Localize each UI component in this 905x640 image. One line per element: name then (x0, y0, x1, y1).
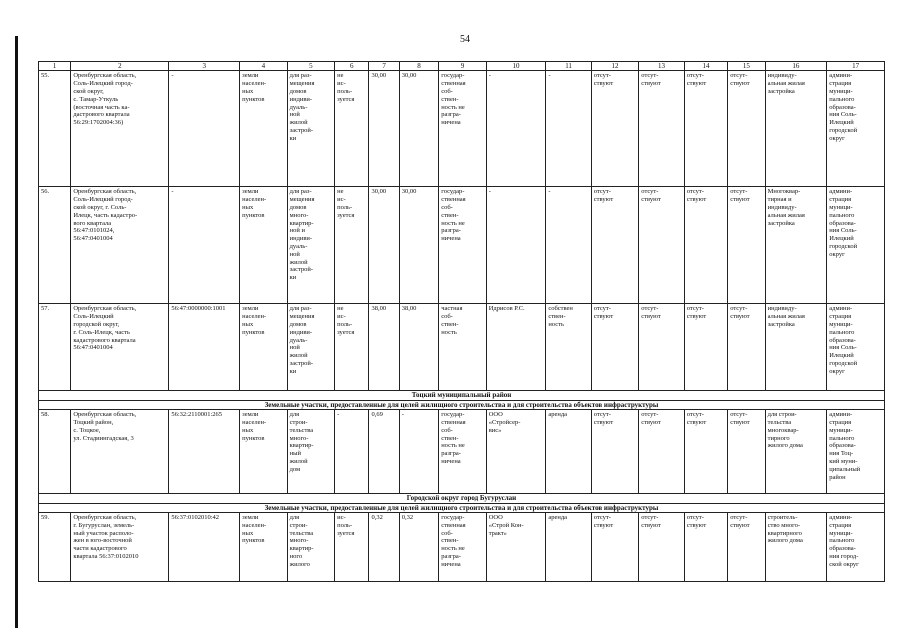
table-cell: Многоквар- тирная и индивиду- альная жилая застройка (765, 187, 827, 304)
table-cell: админи- страция муници- пального образова- ния город- ской округ (827, 512, 885, 581)
table-cell: индивиду- альная жилая застройка (765, 71, 827, 187)
row-number-cell: 55. (39, 71, 71, 187)
section-heading-row (39, 391, 885, 400)
row-number-cell: 58. (39, 410, 71, 494)
table-cell: земли населен- ных пунктов (240, 304, 288, 391)
table-cell: государ- ственная соб- ствен- ность не разгра- ничена (439, 187, 487, 304)
table-cell: 0,32 (369, 512, 399, 581)
table-cell: ООО «Строй Кон- тракт» (486, 512, 546, 581)
table-cell: отсут- ствуют (684, 410, 727, 494)
table-cell: отсут- ствуют (591, 304, 639, 391)
table-cell: не ис- поль- зуется (335, 304, 369, 391)
table-cell: - (546, 71, 591, 187)
table-cell: - (486, 71, 546, 187)
table-cell: 38,00 (369, 304, 399, 391)
table-cell: 56:47:0000000:1001 (169, 304, 240, 391)
table-cell: земли населен- ных пунктов (240, 410, 288, 494)
column-header: 4 (240, 62, 288, 71)
column-number-row (39, 62, 885, 71)
column-header: 17 (827, 62, 885, 71)
section-heading: Земельные участки, предоставленные для целей жилищного строительства и для строительства объектов инфраструктуры (39, 400, 885, 409)
table-cell: отсут- ствуют (639, 304, 684, 391)
table-cell: строитель- ство много- квартирного жилого дома (765, 512, 827, 581)
table-cell: 30,00 (369, 187, 399, 304)
table-cell: Оренбургская область, Соль-Илецкий городской округ, г. Соль-Илецк, часть кадастрового квартала 56:47:0401004 (71, 304, 169, 391)
table-cell: государ- ственная соб- ствен- ность не разгра- ничена (439, 71, 487, 187)
table-cell: 56:37:0102010:42 (169, 512, 240, 581)
table-row (39, 410, 885, 494)
table-cell: частная соб- ствен- ность (439, 304, 487, 391)
table-cell: отсут- ствуют (728, 512, 765, 581)
table-cell: Оренбургская область, Соль-Илецкий город- ской округ, г. Соль- Илецк, часть кадастро- вого квартала 56:47:0101024, 56:47:0401004 (71, 187, 169, 304)
page-left-edge (15, 36, 18, 628)
table-cell: отсут- ствуют (684, 71, 727, 187)
table-cell: отсут- ствуют (639, 71, 684, 187)
page-number: 54 (460, 34, 470, 45)
table-cell: для раз- мещения домов много- квартир- ной и индиви- дуаль- ной жилой застрой- ки (287, 187, 335, 304)
table-cell: земли населен- ных пунктов (240, 71, 288, 187)
table-row (39, 512, 885, 581)
row-number-cell: 57. (39, 304, 71, 391)
table-cell: админи- страция муници- пального образова- ния Соль- Илецкий городской округ (827, 304, 885, 391)
table-cell: Оренбургская область, г. Бугуруслан, земель- ный участок располо- жен в юго-восточной части кадастрового квартала 56:37:0102010 (71, 512, 169, 581)
table-cell: отсут- ствуют (728, 71, 765, 187)
column-header: 6 (335, 62, 369, 71)
table-row (39, 187, 885, 304)
table-cell: земли населен- ных пунктов (240, 187, 288, 304)
column-header: 1 (39, 62, 71, 71)
table-cell: 30,00 (399, 71, 438, 187)
table-cell: индивиду- альная жилая застройка (765, 304, 827, 391)
table-cell: аренда (546, 512, 591, 581)
column-header: 7 (369, 62, 399, 71)
table-cell: Оренбургская область, Тоцкий район, с. Тоцкое, ул. Стадиингадская, 3 (71, 410, 169, 494)
table-cell: отсут- ствуют (728, 187, 765, 304)
column-header: 3 (169, 62, 240, 71)
table-cell: отсут- ствуют (591, 187, 639, 304)
table-cell: не ис- поль- зуется (335, 187, 369, 304)
table-cell: государ- ственная соб- ствен- ность не разгра- ничена (439, 512, 487, 581)
table-cell: 38,00 (399, 304, 438, 391)
table-cell: 0,32 (399, 512, 438, 581)
column-header: 9 (439, 62, 487, 71)
land-plots-table (38, 61, 885, 582)
column-header: 11 (546, 62, 591, 71)
table-cell: - (486, 187, 546, 304)
section-heading: Городской округ город Бугуруслан (39, 494, 885, 503)
table-cell: отсут- ствуют (639, 187, 684, 304)
table-cell: аренда (546, 410, 591, 494)
row-number-cell: 56. (39, 187, 71, 304)
table-cell: отсут- ствуют (728, 304, 765, 391)
column-header: 8 (399, 62, 438, 71)
table-cell: 0,69 (369, 410, 399, 494)
column-header: 12 (591, 62, 639, 71)
table-cell: не ис- поль- зуется (335, 71, 369, 187)
table-cell: админи- страция муници- пального образова- ния Тоц- кий муни- ципальный район (827, 410, 885, 494)
table-cell: - (546, 187, 591, 304)
column-header: 13 (639, 62, 684, 71)
table-row (39, 304, 885, 391)
table-cell: админи- страция муници- пального образова- ния Соль- Илецкий городской округ (827, 71, 885, 187)
table-cell: отсут- ствуют (639, 410, 684, 494)
column-header: 15 (728, 62, 765, 71)
table-cell: - (169, 187, 240, 304)
section-heading-row (39, 503, 885, 512)
table-cell: ООО «Стройсер- вис» (486, 410, 546, 494)
table-cell: ис- поль- зуется (335, 512, 369, 581)
table-cell: отсут- ствуют (684, 304, 727, 391)
section-heading-row (39, 494, 885, 503)
table-cell: - (399, 410, 438, 494)
table-cell: государ- ственная соб- ствен- ность не разгра- ничена (439, 410, 487, 494)
column-header: 14 (684, 62, 727, 71)
table-cell: для строи- тельства много- квартир- ного жилого (287, 512, 335, 581)
section-heading: Тоцкий муниципальный район (39, 391, 885, 400)
table-cell: для строи- тельства многоквар- тирного жилого дома (765, 410, 827, 494)
table-cell: для раз- мещения домов индиви- дуаль- ной жилой застрой- ки (287, 71, 335, 187)
section-heading-row (39, 400, 885, 409)
table-cell: отсут- ствуют (591, 71, 639, 187)
section-heading: Земельные участки, предоставленные для целей жилищного строительства и для строительства объектов инфраструктуры (39, 503, 885, 512)
table-cell: отсут- ствуют (728, 410, 765, 494)
column-header: 5 (287, 62, 335, 71)
table-cell: 30,00 (399, 187, 438, 304)
table-cell: 30,00 (369, 71, 399, 187)
table-cell: отсут- ствуют (591, 512, 639, 581)
table-cell: - (169, 71, 240, 187)
table-cell: - (335, 410, 369, 494)
table-row (39, 71, 885, 187)
table-cell: для раз- мещения домов индиви- дуаль- ной жилой застрой- ки (287, 304, 335, 391)
table-cell: земли населен- ных пунктов (240, 512, 288, 581)
table-body (39, 62, 885, 582)
table-cell: Идрисов Р.С. (486, 304, 546, 391)
row-number-cell: 59. (39, 512, 71, 581)
table-cell: для строи- тельства много- квартир- ный жилой дом (287, 410, 335, 494)
table-cell: отсут- ствуют (684, 512, 727, 581)
table-cell: админи- страция муници- пального образова- ния Соль- Илецкий городской округ (827, 187, 885, 304)
table-cell: отсут- ствуют (639, 512, 684, 581)
column-header: 2 (71, 62, 169, 71)
column-header: 10 (486, 62, 546, 71)
table-cell: отсут- ствуют (591, 410, 639, 494)
column-header: 16 (765, 62, 827, 71)
table-cell: отсут- ствуют (684, 187, 727, 304)
table-cell: 56:32:2110001:265 (169, 410, 240, 494)
table-cell: Оренбургская область, Соль-Илецкий город- ской округ, с. Тамар-Уткуль (восточная часть ка- дастрового квартала 56:29:1702004:36) (71, 71, 169, 187)
table-cell: собствен ствен- ность (546, 304, 591, 391)
